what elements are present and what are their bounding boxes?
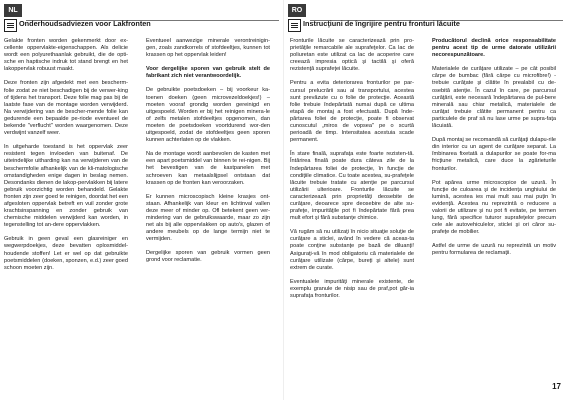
bold-paragraph: Voor dergelijke sporen van gebruik stelt de fabrikant zich niet verantwoordelijk. <box>146 66 270 80</box>
paragraph: Materialele de curăţare utilizate – pe cât posibil cârpe de bumbac (fără cârpe cu microfibre!) - trebuie curăţate şi clătite în prealabil cu de-osebită atenţie. În cazul în care, pe parcursul curăţării, este necesară îndepărtarea de pul-bere minerală sau chiar metalică, materialele de curăţat trebuie clătite permanent pentru ca particulele de praf să nu lase urme pe supra-faţa lăcuiată. <box>432 66 556 130</box>
paragraph: Astfel de urme de uzură nu reprezintă un motiv pentru formularea de reclamaţii. <box>432 243 556 257</box>
section-title-ro: Instrucţiuni de îngrijire pentru fronturi lăcuite <box>303 19 460 28</box>
paragraph: Gelakte fronten worden gekenmerkt door ex-cellente oppervlakte-eigenschappen. Als delicie wordt een polyurethaanlak gebruikt, die de opti-sche en haptische indruk tot stand brengt en het lakoppervlak robuust maakt. <box>4 38 128 73</box>
paragraph: În stare finală, suprafaţa este foarte rezisten-tă. Întărirea finală poate dura câteva zile de la îndepărtarea foliei de protecţie, în funcţie de condiţiile climatice. Cu toate acestea, su-prafeţele lăcuite trebuie tratate cu atenţie pe parcursul utilizării ulterioare. Fronturile lăcuite se caracterizează prin proprietăţi deosebite de curăţare, deoarece spre deosebire de alte su-prafeţe, impurităţile pot fi îndepărtate fără prea mult efort şi fără substanţe chimice. <box>290 151 414 222</box>
page-dutch <box>0 0 283 400</box>
paragraph: Deze fronten zijn afgedekt met een bescherm-folie zodat ze niet beschadigen bij de verwer-king of tijdens het transport. Deze folie mag pas bij de laatste fase van de montage worden verwijderd. Na verwijdering van de bescher-mende folie kan gedurende een bepaalde pe-riode eventueel de bekende "verflucht" worden waargenomen. Deze verdwijnt vanzelf weer. <box>4 80 128 137</box>
document-icon <box>288 19 301 32</box>
paragraph: După montaj se recomandă să curăţaţi dulapu-rile din interior cu un agent de curăţare separat. La îmbinarea fixetată a dulapurilor se poate for-ma fricţiune metalică, care duce la zgârieturile fronturilor. <box>432 137 556 172</box>
document-icon <box>4 19 17 32</box>
text-column-nl-2 <box>146 38 270 272</box>
text-column-nl-1 <box>4 38 128 279</box>
paragraph: Fronturile lăcuite se caracterizează prin pro-prietăţile remarcabile ale suprafeţelor. Ca lac de poliuretan este utilizat ca lac de acoperire care creează impresia optică şi tactilă şi oferă rezistenţă suprafeţei lăcuite. <box>290 38 414 73</box>
paragraph: Gebruik in geen geval een glasreiniger en wegwerpdoekjes, deze bevatten oplosmiddel-houdende stoffen! Let er wel op dat gebruikte poetsmiddelen (doeken, sponzen, e.d.) zeer goed schoon moeten zijn. <box>4 236 128 271</box>
text-column-ro-1 <box>290 38 414 307</box>
section-title-nl: Onderhoudsadviezen voor Lakfronten <box>19 19 151 28</box>
paragraph: Eventualele impurităţi minerale existente, de exemplu granule de nisip sau de praf,pot găr-ia suprafaţa fronturilor. <box>290 278 414 299</box>
bold-paragraph: Producătorul declină orice responsabilitate pentru acest tip de urme datorate utilizării necorespunzătoare. <box>432 38 556 59</box>
page-number: 17 <box>552 382 561 391</box>
paragraph: Pot apărea urme microscopice de uzură. În funcţie de culoarea şi de incidenţa unghiului de lumină, acestea ies mai mult sau mai puţin în evidenţă. Acestea nu reprezintă o reducere a valorii de utilizare şi nu pot fi evitate, pe termen lung, fără specifice tuturor suprafeţelor precum cele ale autovehiculelor, sticlei şi ori căror su-prafeţe de mobilier. <box>432 179 556 236</box>
paragraph: Dergelijke sporen van gebruik vormen geen grond voor reclamatie. <box>146 250 270 264</box>
text-column-ro-2 <box>432 38 556 265</box>
paragraph: Pentru a evita deteriorarea fronturilor pe par-cursul prelucrării sau al transportului, acestea sunt prevăzute cu o folie de protecţie. Această folie trebuie îndepărtată numai după ce ultima etapă de montaj a fost efectuată. După înde-părtarea foliei de protecţie, poate fi observat cunoscutul „miros de vopsea" pe o scurtă perioadă de timp. Intensitatea acestuia scade permanent. <box>290 80 414 144</box>
paragraph: In uitgeharde toestand is het oppervlak zeer resistent tegen invloeden van buitenaf. De uiteindelijke uitharding kan na verwijderen van de beschermfolie afhankelijk van de kli-matologische omstandigheden enige dagen in beslag nemen. Desondanks dienen de lakop-pervlakken bij latere gebruik voorzichtig worden behandeld. Gelakte fronten zijn zeer goed te reinigen, doordat het een afgesloten oppervlak betreft en vuil zonder grote krachtsinspanning en zonder gebruik van chemische middelen verwijderd kan worden, in tegenstelling tot an-dere oppervlakken. <box>4 144 128 229</box>
paragraph: Na de montage wordt aanbevolen de kasten met een apart poetsmiddel van binnen te rei-nigen. Bij het bevestigen van de kastpanelen met schroeven kan metaalslijpsel ontstaan dat krassen op de fronten kan veroorzaken. <box>146 151 270 186</box>
page-romanian <box>284 0 567 400</box>
language-tab-ro: RO <box>288 4 306 17</box>
paragraph: Vă rugăm să nu utilizaţi în nicio situaţie soluţie de curăţare a sticlei, având în vedere că aceas-ta poate conţine substanţe pe bază de diluanţi! Asiguraţi-vă în mod obligatoriu că materialele de curăţare utilizate (cârpe, bureţi şi altele) sunt extrem de curate. <box>290 229 414 271</box>
paragraph: Er kunnen microscopisch kleine krasjes ont-staan. Afhankelijk van kleur en lichtinval vallen deze meer of minder op. Ofl betekent geen ver-mindering van de gebruikswaarde, maar zo zijn net als bij alle oppervlakken op auto's, glazen of andere meubels op de lange termijn niet te vermijden. <box>146 193 270 243</box>
language-tab-nl: NL <box>4 4 22 17</box>
paragraph: De gebruikte poetsdoeken – bij voorkeur ka-toenen doeken (geen microvezeldoekjes!) – moeten vooraf grondig worden gereinigd en uitgespoeld. Worden er bij het reinigen minera-le of zelfs metalen stofdeeltjes opgenomen, dan moeten de poetsdoeken voortdurend wor-den uitgespoeld, zodat de stofdeeltjes geen sporen kunnen achterlaten op de vlakken. <box>146 87 270 144</box>
paragraph: Eventueel aanwezige minerale verontreinigin-gen, zoals zandkorrels of stofdeeltjes, kunnen tot krassen op het oppervlak leiden! <box>146 38 270 59</box>
